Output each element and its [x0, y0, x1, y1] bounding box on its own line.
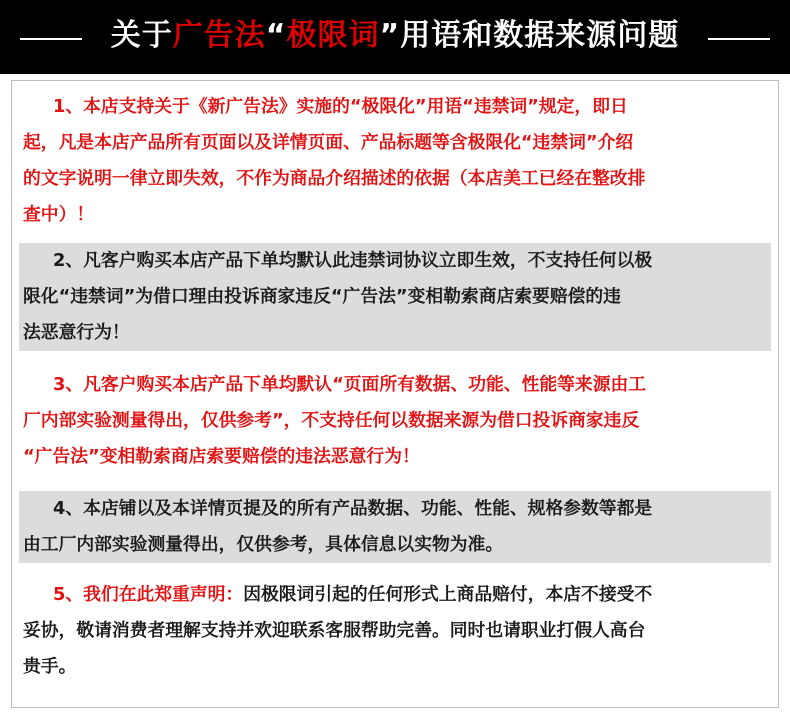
title-part: 关于 [110, 18, 173, 53]
notice-item-5 [19, 577, 771, 685]
notice-line: 由工厂内部实验测量得出，仅供参考，具体信息以实物为准。 [23, 534, 504, 555]
title-highlight-extreme-words: 极限词 [286, 18, 380, 53]
notice-line: 1、本店支持关于《新广告法》实施的“极限化”用语“违禁词”规定，即日 [53, 96, 628, 117]
notice-line: 厂内部实验测量得出，仅供参考”，不支持任何以数据来源为借口投诉商家违反 [23, 410, 640, 431]
notice-line [19, 577, 771, 613]
notice-line: 3、凡客户购买本店产品下单均默认“页面所有数据、功能、性能等来源由工 [53, 374, 647, 395]
notice-line: 的文字说明一律立即失效，不作为商品介绍描述的依据（本店美工已经在整改排 [23, 168, 646, 189]
notice-line: 4、本店铺以及本详情页提及的所有产品数据、功能、性能、规格参数等都是 [53, 498, 653, 519]
declaration-lead: 5、我们在此郑重声明： [53, 584, 244, 605]
page-title [88, 14, 702, 58]
notice-item-4 [19, 491, 771, 563]
notice-line: “广告法”变相勒索商店索要赔偿的违法恶意行为！ [23, 446, 420, 467]
notice-line: 2、凡客户购买本店产品下单均默认此违禁词协议立即生效，不支持任何以极 [53, 250, 653, 271]
declaration-text: 因极限词引起的任何形式上商品赔付，本店不接受不 [243, 584, 653, 605]
title-quote-close: ” [379, 18, 401, 53]
header-divider-left [20, 38, 82, 40]
header-divider-right [708, 38, 770, 40]
notice-item-1 [19, 89, 771, 233]
title-quote-open: “ [265, 18, 287, 53]
notice-body [11, 80, 779, 708]
notice-line: 限化“违禁词”为借口理由投诉商家违反“广告法”变相勒索商店索要赔偿的违 [23, 286, 621, 307]
notice-item-2 [19, 243, 771, 351]
notice-line: 法恶意行为！ [23, 322, 130, 343]
header-banner [0, 0, 790, 74]
notice-item-3 [19, 367, 771, 475]
notice-line: 查中）！ [23, 204, 95, 225]
notice-line: 妥协，敬请消费者理解支持并欢迎联系客服帮助完善。同时也请职业打假人高台 [23, 620, 646, 641]
title-part: 用语和数据来源问题 [400, 18, 680, 53]
notice-line: 起，凡是本店产品所有页面以及详情页面、产品标题等含极限化“违禁词”介绍 [23, 132, 634, 153]
title-highlight-ad-law: 广告法 [172, 18, 266, 53]
notice-line: 贵手。 [23, 656, 77, 677]
